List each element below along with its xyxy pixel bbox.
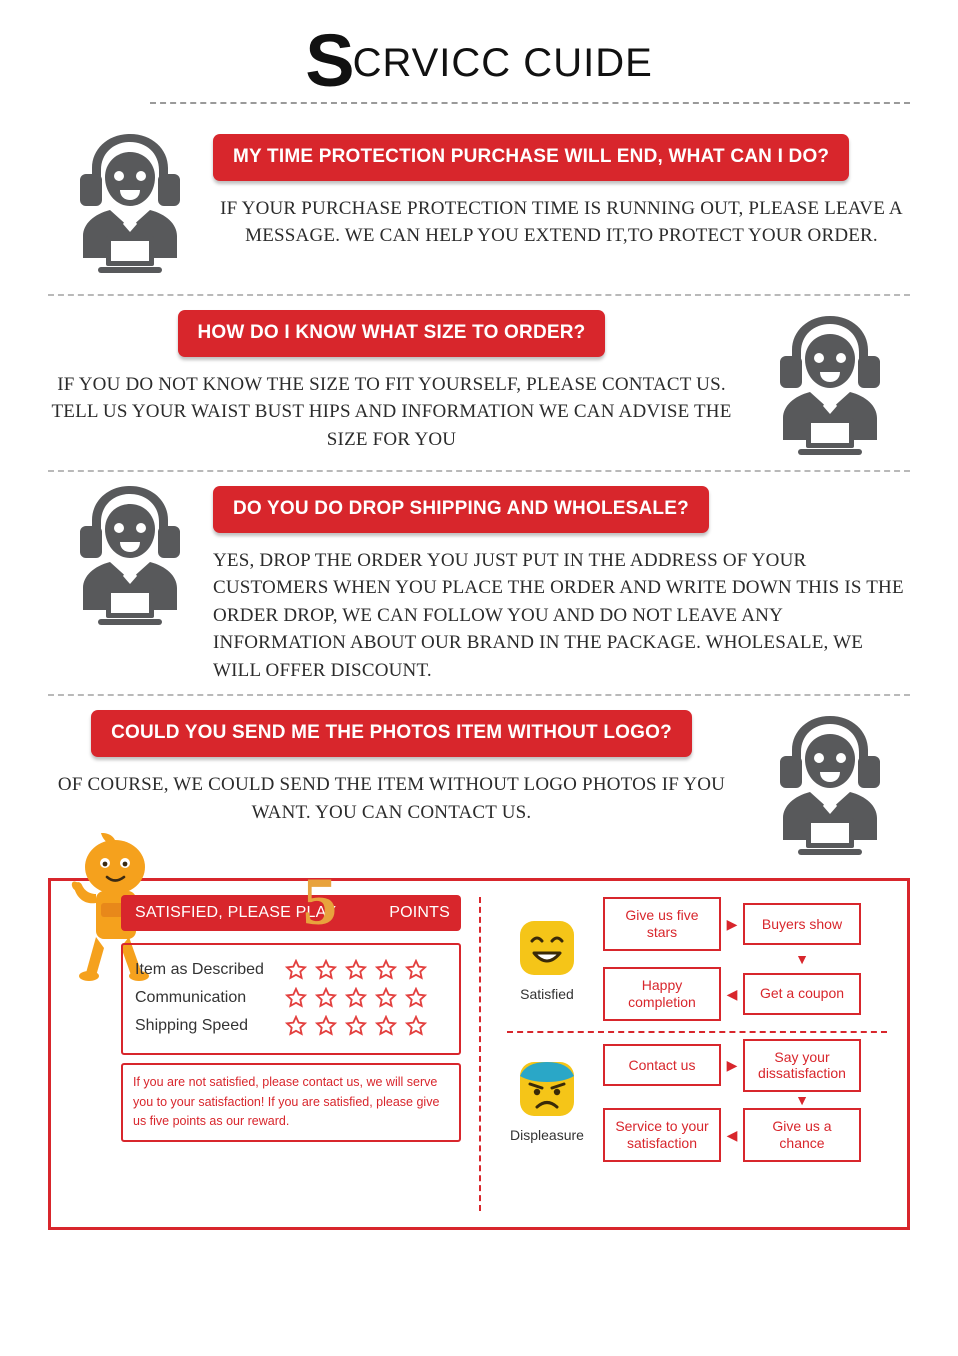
star-icon[interactable] [405, 987, 427, 1009]
faq-question: MY TIME PROTECTION PURCHASE WILL END, WHAT CAN I DO? [213, 134, 849, 181]
faq-section [0, 120, 958, 870]
arrow-down-icon: ▼ [795, 951, 809, 968]
face-label: Satisfied [520, 985, 574, 1002]
ribbon-suffix: POINTS [389, 904, 451, 922]
flow-box: Give us five stars [603, 897, 721, 951]
rating-label: Shipping Speed [135, 1017, 248, 1035]
feedback-panel [48, 863, 910, 1230]
rating-list [121, 943, 461, 1055]
faq-answer: YES, DROP THE ORDER YOU JUST PUT IN THE ADDRESS OF YOUR CUSTOMERS WHEN YOU PLACE THE ORDER AND WRITE DOWN THIS IS THE ORDER DROP, WE CAN FOLLOW YOU AND DO NOT LEAVE ANY INFORMATION ABOUT OUR BRAND IN THE PACKAGE. WHOLESALE, WE WILL OFFER DISCOUNT. [213, 549, 904, 681]
rating-note: If you are not satisfied, please contact us, we will serve you to your satisfaction! If you are satisfied, please give us five points as our reward. [121, 1063, 461, 1141]
flow-boxes [603, 897, 861, 1020]
service-flow [501, 1039, 893, 1162]
faq-question: COULD YOU SEND ME THE PHOTOS ITEM WITHOUT LOGO? [91, 710, 692, 757]
star-icon[interactable] [285, 959, 307, 981]
customer-service-operator-icon [70, 480, 190, 630]
customer-service-operator-icon [770, 710, 890, 860]
page-title [0, 0, 958, 103]
star-icon[interactable] [405, 959, 427, 981]
faq-content [213, 486, 910, 684]
ribbon-number: 5 [303, 863, 338, 940]
satisfied-face-col [501, 917, 593, 1002]
flow-box: Give us a chance [743, 1108, 861, 1162]
flow-box: Happy completion [603, 967, 721, 1021]
ribbon-prefix: SATISFIED, PLEASE PLAY [135, 904, 336, 922]
displeasure-face-icon [516, 1058, 578, 1120]
faq-question: DO YOU DO DROP SHIPPING AND WHOLESALE? [213, 486, 709, 533]
faq-question-wrap [48, 710, 735, 757]
faq-content [48, 710, 735, 826]
rating-label: Communication [135, 989, 247, 1007]
satisfied-face-icon [516, 917, 578, 979]
customer-service-operator-icon [70, 128, 190, 278]
rating-row [135, 1015, 449, 1037]
faq-question-wrap [48, 310, 735, 357]
flow-box: Buyers show [743, 903, 861, 945]
star-icon[interactable] [345, 1015, 367, 1037]
faq-item [48, 296, 910, 472]
customer-service-operator-icon [770, 310, 890, 460]
rating-stars[interactable] [285, 959, 427, 981]
arrow-right-icon: ▶ [726, 916, 738, 933]
faq-item [48, 696, 910, 870]
rating-stars[interactable] [285, 1015, 427, 1037]
star-icon[interactable] [285, 987, 307, 1009]
flow-divider [507, 1031, 887, 1033]
rating-row [135, 959, 449, 981]
rating-block [51, 863, 479, 1227]
star-icon[interactable] [405, 1015, 427, 1037]
faq-item [48, 472, 910, 696]
page-header [0, 0, 958, 120]
flow-box: Contact us [603, 1044, 721, 1086]
face-label: Displeasure [510, 1126, 584, 1143]
page-title-initial: S [305, 19, 353, 102]
faq-answer: OF COURSE, WE COULD SEND THE ITEM WITHOUT LOGO PHOTOS IF YOU WANT. YOU CAN CONTACT US. [57, 774, 726, 823]
faq-item [48, 120, 910, 296]
star-icon[interactable] [375, 959, 397, 981]
service-flow [501, 897, 893, 1020]
arrow-down-icon: ▼ [795, 1092, 809, 1109]
star-icon[interactable] [285, 1015, 307, 1037]
faq-answer: IF YOUR PURCHASE PROTECTION TIME IS RUNNING OUT, PLEASE LEAVE A MESSAGE. WE CAN HELP YOU EXTEND IT,TO PROTECT YOUR ORDER. [220, 197, 903, 247]
rating-label: Item as Described [135, 961, 264, 979]
star-icon[interactable] [315, 1015, 337, 1037]
faq-content [213, 134, 910, 250]
rating-stars[interactable] [285, 987, 427, 1009]
faq-answer: IF YOU DO NOT KNOW THE SIZE TO FIT YOURSELF, PLEASE CONTACT US. TELL US YOUR WAIST BUST HIPS AND INFORMATION WE CAN ADVISE THE SIZE FOR YOU [51, 373, 732, 450]
rating-ribbon [121, 863, 461, 940]
faq-content [48, 310, 735, 453]
rating-row [135, 987, 449, 1009]
flow-box: Service to your satisfaction [603, 1108, 721, 1162]
displeasure-face-col [501, 1058, 593, 1143]
star-icon[interactable] [315, 959, 337, 981]
flow-box: Get a coupon [743, 973, 861, 1015]
service-flow-block [481, 881, 907, 1227]
star-icon[interactable] [345, 959, 367, 981]
faq-question: HOW DO I KNOW WHAT SIZE TO ORDER? [178, 310, 606, 357]
page-title-rest: CRVICC CUIDE [352, 41, 653, 85]
star-icon[interactable] [345, 987, 367, 1009]
arrow-left-icon: ◀ [726, 985, 738, 1002]
flow-boxes [603, 1039, 861, 1162]
star-icon[interactable] [375, 987, 397, 1009]
arrow-left-icon: ◀ [726, 1127, 738, 1144]
flow-box: Say your dissatisfaction [743, 1039, 861, 1093]
star-icon[interactable] [315, 987, 337, 1009]
star-icon[interactable] [375, 1015, 397, 1037]
header-divider [150, 102, 910, 104]
arrow-right-icon: ▶ [726, 1057, 738, 1074]
